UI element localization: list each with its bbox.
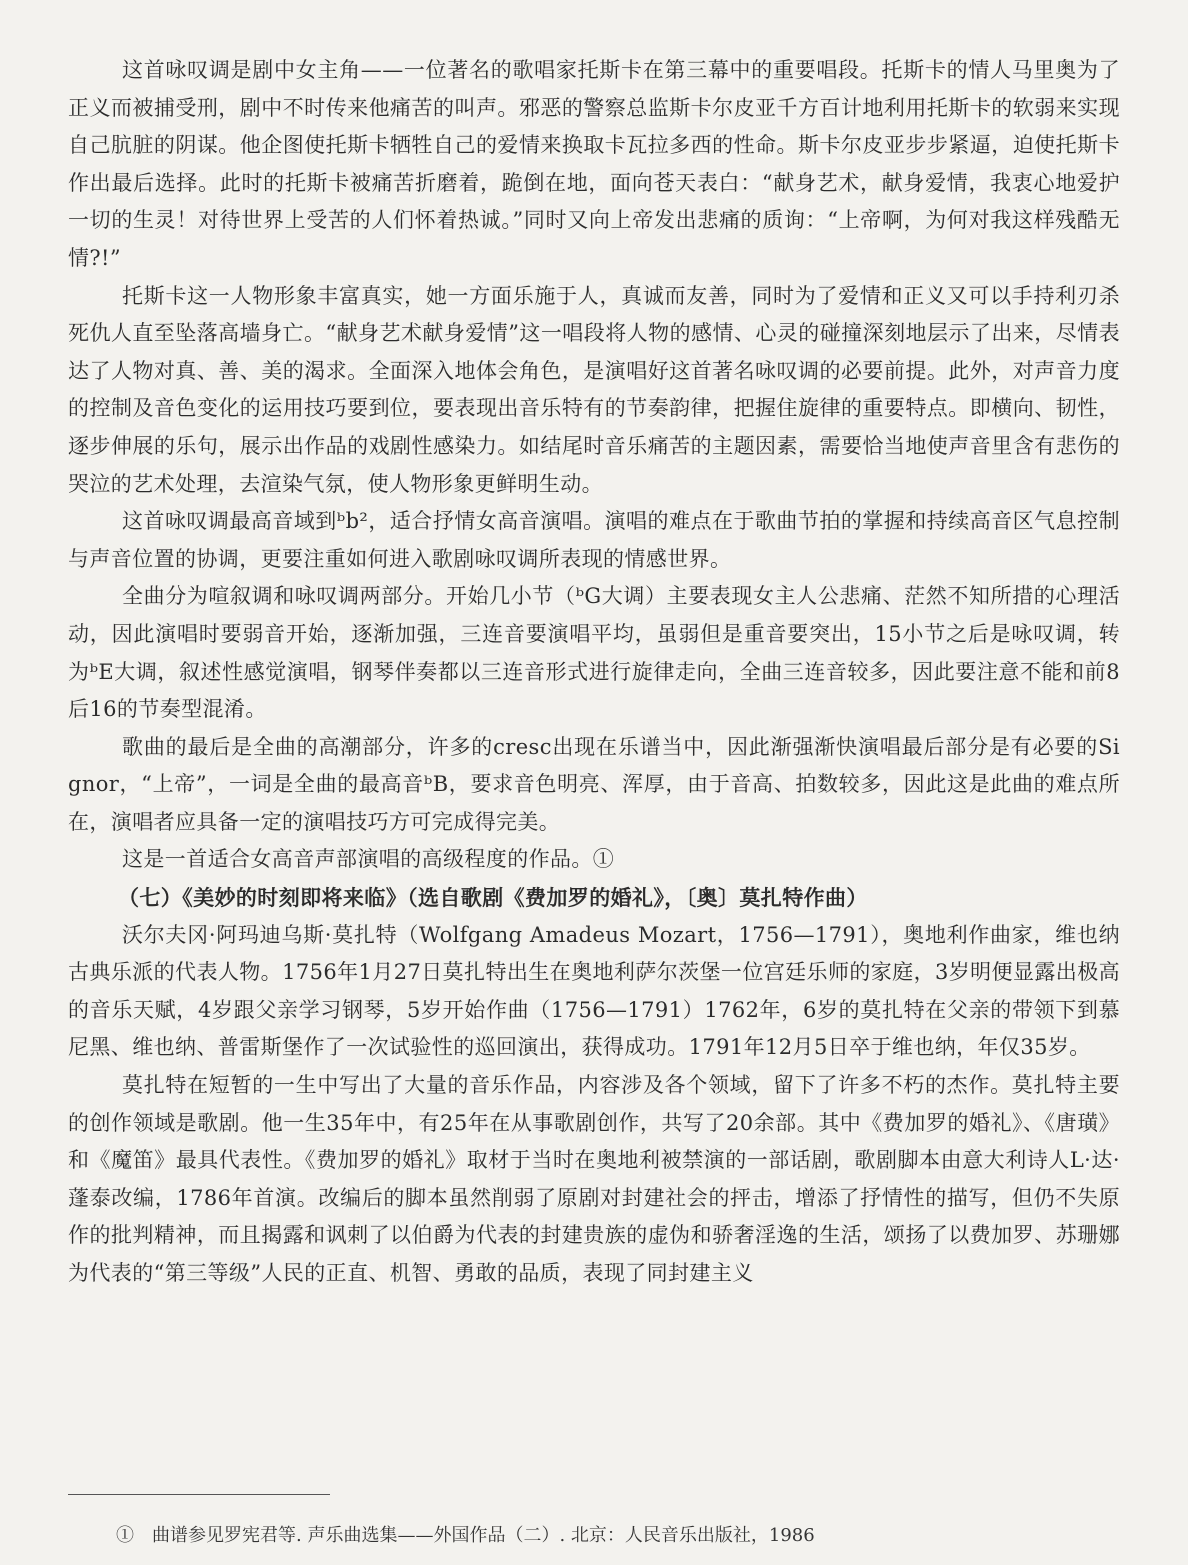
section-heading: （七）《美妙的时刻即将来临》（选自歌剧《费加罗的婚礼》，〔奥〕莫扎特作曲）: [118, 885, 868, 911]
paragraph-structure: 全曲分为喧叙调和咏叹调两部分。开始几小节（ᵇG大调）主要表现女主人公悲痛、茫然不知所措的心理活动，因此演唱时要弱音开始，逐渐加强，三连音要演唱平均，虽弱但是重音要突出，15小节之后是咏叹调，转为ᵇE大调，叙述性感觉演唱，钢琴伴奏都以三连音形式进行旋律走向，全曲三连音较多，因此要注意不能和前8后16的节奏型混淆。: [68, 584, 1120, 722]
paragraph-vocal-range: 这首咏叹调最高音域到ᵇb²，适合抒情女高音演唱。演唱的难点在于歌曲节拍的掌握和持续高音区气息控制与声音位置的协调，更要注重如何进入歌剧咏叹调所表现的情感世界。: [68, 509, 1120, 571]
paragraph-mozart-bio: 沃尔夫冈·阿玛迪乌斯·莫扎特（Wolfgang Amadeus Mozart，1756—1791），奥地利作曲家，维也纳古典乐派的代表人物。1756年1月27日莫扎特出生在奥地利萨尔茨堡一位宫廷乐师的家庭，3岁明便显露出极高的音乐天赋，4岁跟父亲学习钢琴，5岁开始作曲（1756—1791）1762年，6岁的莫扎特在父亲的带领下到慕尼黑、维也纳、普雷斯堡作了一次试验性的巡回演出，获得成功。1791年12月5日卒于维也纳，年仅35岁。: [68, 922, 1120, 1060]
paragraph-tosca-character: 托斯卡这一人物形象丰富真实，她一方面乐施于人，真诚而友善，同时为了爱情和正义又可以手持利刃杀死仇人直至坠落高墙身亡。“献身艺术献身爱情”这一唱段将人物的感情、心灵的碰撞深刻地层示了出来，尽情表达了人物对真、善、美的渴求。全面深入地体会角色，是演唱好这首著名咏叹调的必要前提。此外，对声音力度的控制及音色变化的运用技巧要到位，要表现出音乐特有的节奏韵律，把握住旋律的重要特点。即横向、韧性，逐步伸展的乐句，展示出作品的戏剧性感染力。如结尾时音乐痛苦的主题因素，需要恰当地使声音里含有悲伤的哭泣的艺术处理，去渲染气氛，使人物形象更鲜明生动。: [68, 283, 1120, 496]
page-body: [68, 52, 1120, 1293]
footnote: ① 曲谱参见罗宪君等. 声乐曲选集——外国作品（二）. 北京：人民音乐出版社，1986: [116, 1525, 815, 1546]
footnote-divider: [68, 1494, 330, 1495]
paragraph-climax: 歌曲的最后是全曲的高潮部分，许多的cresc出现在乐谱当中，因此渐强渐快演唱最后部分是有必要的Si gnor，“上帝”，一词是全曲的最高音ᵇB，要求音色明亮、浑厚，由于音高、拍数较多，因此这是此曲的难点所在，演唱者应具备一定的演唱技巧方可完成得完美。: [68, 734, 1120, 834]
paragraph-difficulty-level: 这是一首适合女高音声部演唱的高级程度的作品。①: [122, 847, 615, 872]
paragraph-mozart-works: 莫扎特在短暂的一生中写出了大量的音乐作品，内容涉及各个领域，留下了许多不朽的杰作。莫扎特主要的创作领域是歌剧。他一生35年中，有25年在从事歌剧创作，共写了20余部。其中《费加罗的婚礼》、《唐璜》和《魔笛》最具代表性。《费加罗的婚礼》取材于当时在奥地利被禁演的一部话剧，歌剧脚本由意大利诗人L·达·蓬泰改编，1786年首演。改编后的脚本虽然削弱了原剧对封建社会的抨击，增添了抒情性的描写，但仍不失原作的批判精神，而且揭露和讽刺了以伯爵为代表的封建贵族的虚伪和骄奢淫逸的生活，颂扬了以费加罗、苏珊娜为代表的“第三等级”人民的正直、机智、勇敢的品质，表现了同封建主义: [68, 1073, 1120, 1285]
paragraph-tosca-aria: 这首咏叹调是剧中女主角——一位著名的歌唱家托斯卡在第三幕中的重要唱段。托斯卡的情人马里奥为了正义而被捕受刑，剧中不时传来他痛苦的叫声。邪恶的警察总监斯卡尔皮亚千方百计地利用托斯卡的软弱来实现自己肮脏的阴谋。他企图使托斯卡牺牲自己的爱情来换取卡瓦拉多西的性命。斯卡尔皮亚步步紧逼，迫使托斯卡作出最后选择。此时的托斯卡被痛苦折磨着，跪倒在地，面向苍天表白：“献身艺术，献身爱情，我衷心地爱护一切的生灵！对待世界上受苦的人们怀着热诚。”同时又向上帝发出悲痛的质询：“上帝啊，为何对我这样残酷无情?!”: [68, 58, 1120, 270]
